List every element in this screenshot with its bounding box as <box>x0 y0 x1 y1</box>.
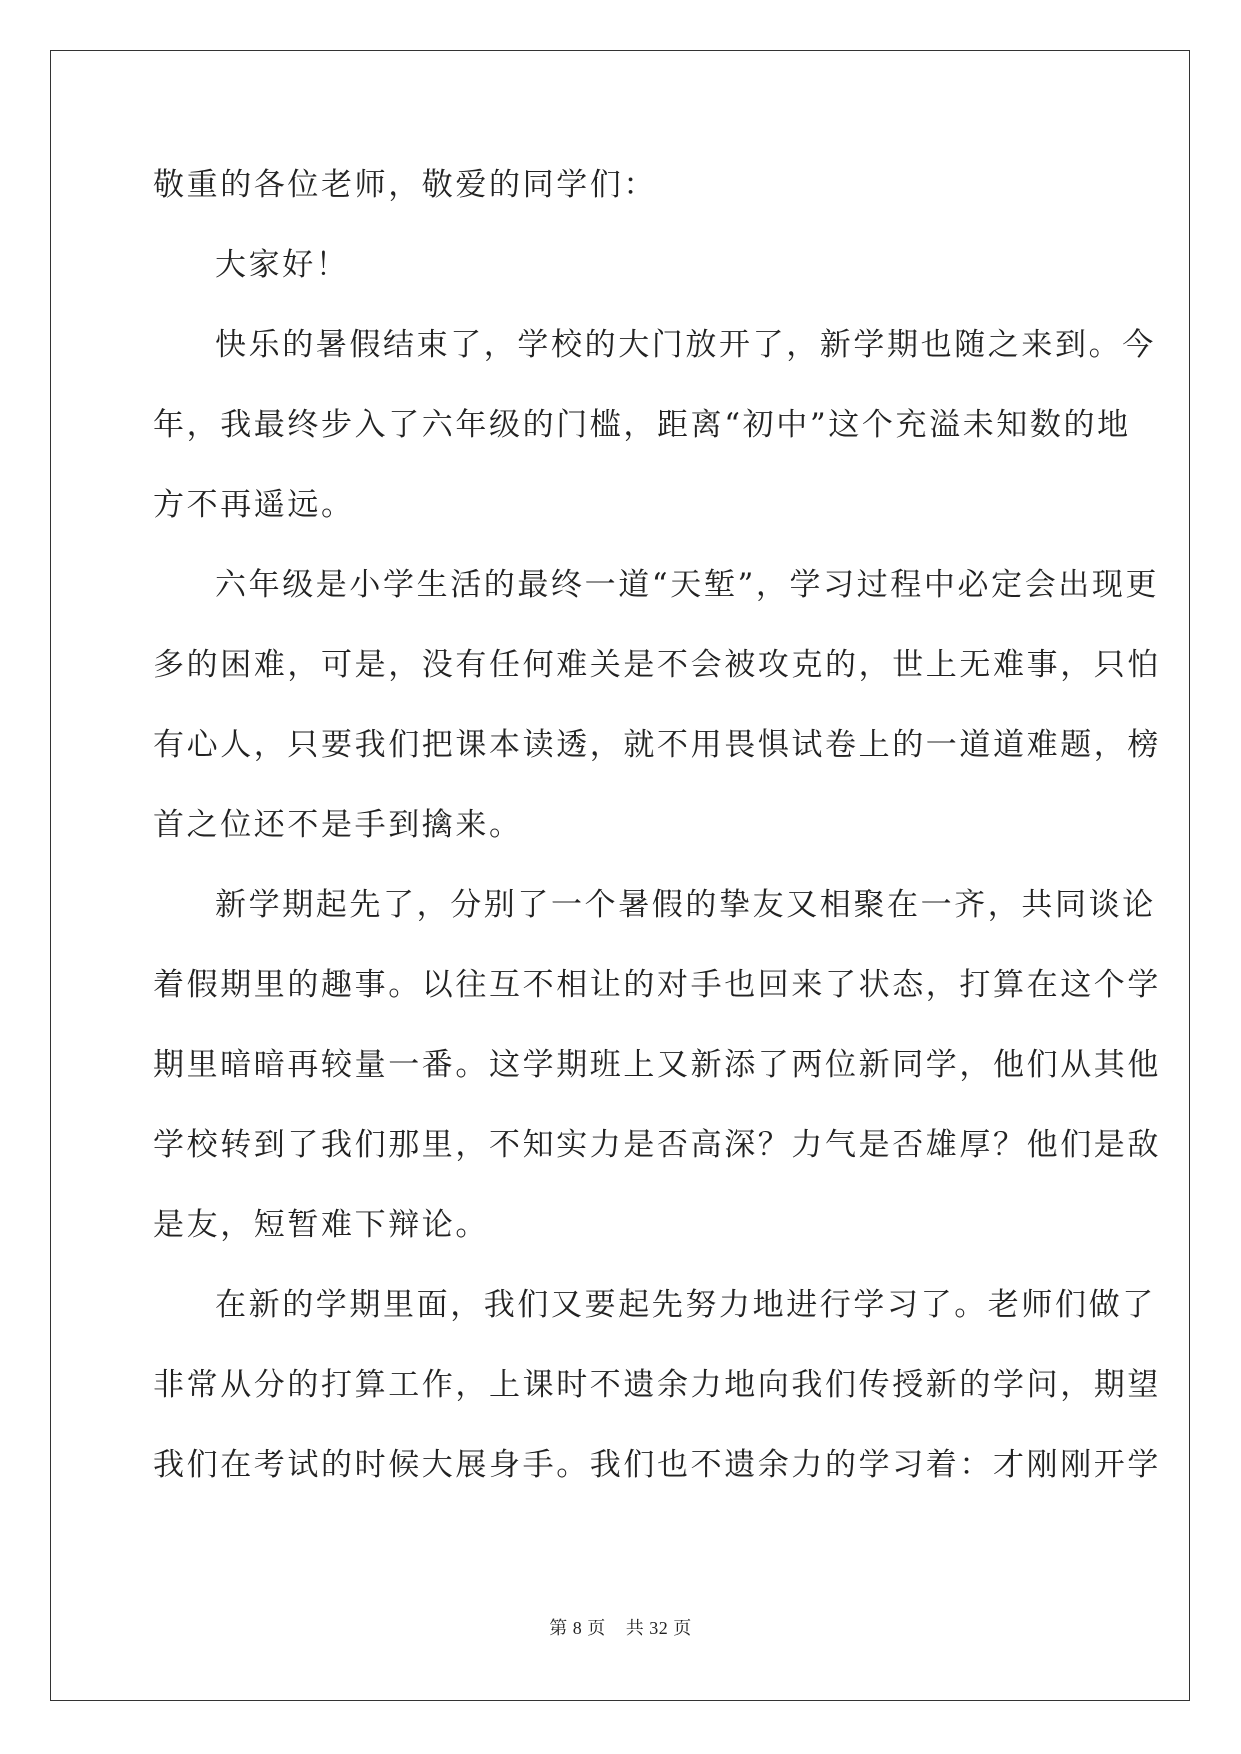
paragraph-4-line-1: 在新的学期里面，我们又要起先努力地进行学习了。老师们做了 <box>215 1287 1156 1323</box>
page-total: 共 32 页 <box>625 1618 692 1638</box>
paragraph-2-line-1: 六年级是小学生活的最终一道“天堑”，学习过程中必定会出现更 <box>215 567 1160 603</box>
greeting-line: 大家好！ <box>215 247 350 283</box>
paragraph-3-line-5: 是友，短暂难下辩论。 <box>153 1207 489 1243</box>
paragraph-4-line-3: 我们在考试的时候大展身手。我们也不遗余力的学习着：才刚刚开学 <box>153 1447 1161 1483</box>
paragraph-3-line-3: 期里暗暗再较量一番。这学期班上又新添了两位新同学，他们从其他 <box>153 1047 1161 1083</box>
paragraph-1-line-1: 快乐的暑假结束了，学校的大门放开了，新学期也随之来到。今 <box>215 327 1156 363</box>
paragraph-2-line-4: 首之位还不是手到擒来。 <box>153 807 523 843</box>
paragraph-3-line-2: 着假期里的趣事。以往互不相让的对手也回来了状态，打算在这个学 <box>153 967 1161 1003</box>
page-number: 第 8 页 <box>549 1618 606 1638</box>
paragraph-3-line-4: 学校转到了我们那里，不知实力是否高深？力气是否雄厚？他们是敌 <box>153 1127 1161 1163</box>
paragraph-2-line-2: 多的困难，可是，没有任何难关是不会被攻克的，世上无难事，只怕 <box>153 647 1161 683</box>
paragraph-1-line-2: 年，我最终步入了六年级的门槛，距离“初中”这个充溢未知数的地 <box>153 407 1131 443</box>
paragraph-3-line-1: 新学期起先了，分别了一个暑假的挚友又相聚在一齐，共同谈论 <box>215 887 1156 923</box>
paragraph-4-line-2: 非常从分的打算工作，上课时不遗余力地向我们传授新的学问，期望 <box>153 1367 1161 1403</box>
salutation-line: 敬重的各位老师，敬爱的同学们： <box>153 167 657 203</box>
paragraph-1-line-3: 方不再遥远。 <box>153 487 355 523</box>
paragraph-2-line-3: 有心人，只要我们把课本读透，就不用畏惧试卷上的一道道难题，榜 <box>153 727 1161 763</box>
page-footer <box>0 1614 1241 1640</box>
